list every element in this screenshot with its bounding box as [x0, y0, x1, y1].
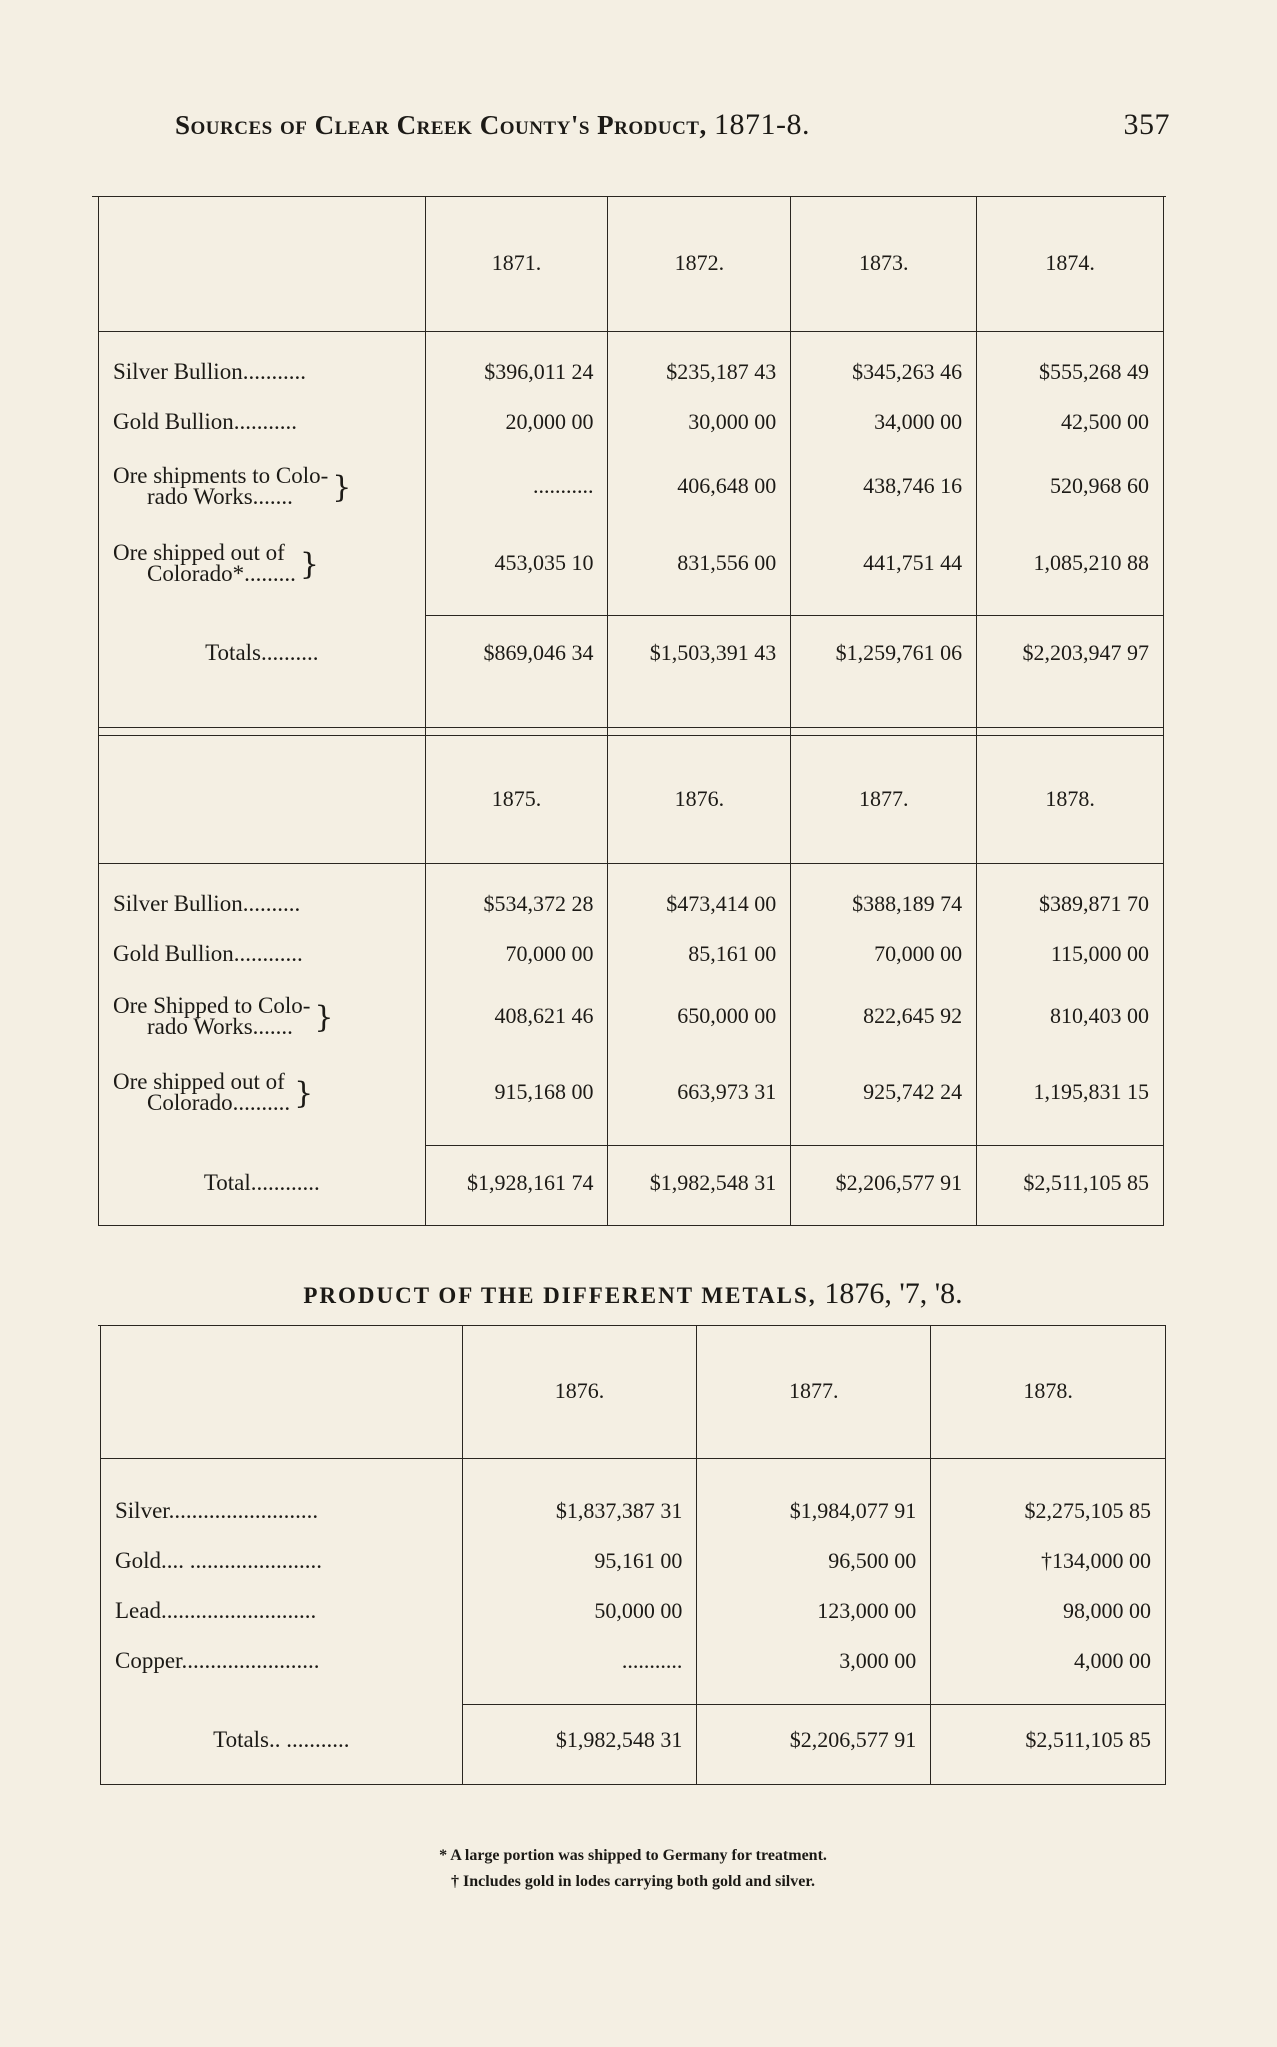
cell-value: 98,000 00 [931, 1586, 1166, 1636]
totals-label: Total............ [99, 1145, 426, 1221]
blank-corner [99, 735, 426, 863]
total-value: $2,206,577 91 [791, 1145, 977, 1221]
year-header: 1872. [608, 196, 791, 331]
table-row [99, 525, 1164, 601]
label-line: Colorado*......... [147, 561, 296, 586]
two-line-label [113, 1071, 313, 1113]
row-label [99, 1053, 426, 1131]
table-row [101, 1536, 1166, 1586]
brace-glyph: } [332, 469, 352, 505]
label-line: Ore Shipped to Colo- [113, 993, 311, 1018]
block1-year-row [99, 196, 1164, 331]
cell-value: 831,556 00 [608, 525, 791, 601]
row-label: Silver Bullion.......... [99, 879, 426, 929]
table-row [99, 929, 1164, 979]
cell-value: 822,645 92 [791, 979, 977, 1053]
cell-value: $388,189 74 [791, 879, 977, 929]
table-row [99, 979, 1164, 1053]
two-line-label [113, 995, 334, 1037]
year-header: 1878. [931, 1325, 1166, 1458]
year-header: 1876. [608, 735, 791, 863]
cell-value: $345,263 46 [791, 347, 977, 397]
total-value: $869,046 34 [425, 615, 608, 691]
row-label: Silver.......................... [101, 1486, 463, 1536]
totals-row [99, 1145, 1164, 1221]
table-row [101, 1486, 1166, 1536]
cell-value: $534,372 28 [425, 879, 608, 929]
cell-value: $389,871 70 [977, 879, 1164, 929]
totals-row [99, 615, 1164, 691]
blank-corner [101, 1325, 463, 1458]
total-value: $1,503,391 43 [608, 615, 791, 691]
cell-value: 4,000 00 [931, 1636, 1166, 1686]
footnote: † Includes gold in lodes carrying both gold and silver. [451, 1873, 815, 1890]
running-head [175, 108, 1170, 142]
metals-table [100, 1325, 1166, 1785]
label-line: Colorado.......... [147, 1090, 291, 1115]
label-line: Ore shipped out of [113, 540, 285, 565]
cell-value: 915,168 00 [425, 1053, 608, 1131]
row-label: Lead........................... [101, 1586, 463, 1636]
year-header: 1873. [791, 196, 977, 331]
cell-value: 70,000 00 [425, 929, 608, 979]
sources-table [98, 196, 1164, 1226]
row-label: Gold.... ....................... [101, 1536, 463, 1586]
cell-value: 95,161 00 [462, 1536, 697, 1586]
total-value: $2,206,577 91 [697, 1704, 931, 1776]
header-title-text: Sources of Clear Creek County's Product, [175, 110, 707, 140]
page-header-title [175, 108, 810, 142]
totals-row [101, 1704, 1166, 1776]
cell-value: $1,984,077 91 [697, 1486, 931, 1536]
two-line-label [113, 542, 319, 584]
cell-value: $1,837,387 31 [462, 1486, 697, 1536]
footnotes [98, 1843, 1168, 1895]
table-row [99, 397, 1164, 447]
row-label: Silver Bullion........... [99, 347, 426, 397]
cell-value: $555,268 49 [977, 347, 1164, 397]
year-header: 1878. [977, 735, 1164, 863]
blank-corner [99, 196, 426, 331]
year-header: 1876. [462, 1325, 697, 1458]
row-label [99, 447, 426, 525]
cell-value: $2,275,105 85 [931, 1486, 1166, 1536]
label-line: rado Works....... [147, 1014, 293, 1039]
cell-value: 1,195,831 15 [977, 1053, 1164, 1131]
cell-value: ........... [425, 447, 608, 525]
brace-glyph: } [299, 546, 319, 582]
cell-value: $473,414 00 [608, 879, 791, 929]
year-header: 1877. [697, 1325, 931, 1458]
cell-value: 85,161 00 [608, 929, 791, 979]
row-label: Gold Bullion........... [99, 397, 426, 447]
cell-value: $235,187 43 [608, 347, 791, 397]
table-row [99, 447, 1164, 525]
cell-value: 1,085,210 88 [977, 525, 1164, 601]
page-number: 357 [1123, 108, 1170, 141]
table-row [101, 1586, 1166, 1636]
cell-value: †134,000 00 [931, 1536, 1166, 1586]
cell-value: 20,000 00 [425, 397, 608, 447]
label-line: Ore shipped out of [113, 1069, 285, 1094]
total-value: $2,203,947 97 [977, 615, 1164, 691]
table-row [99, 879, 1164, 929]
cell-value: 663,973 31 [608, 1053, 791, 1131]
cell-value: 441,751 44 [791, 525, 977, 601]
row-label: Copper........................ [101, 1636, 463, 1686]
cell-value: 3,000 00 [697, 1636, 931, 1686]
cell-value: 123,000 00 [697, 1586, 931, 1636]
total-value: $1,982,548 31 [608, 1145, 791, 1221]
year-header: 1875. [425, 735, 608, 863]
cell-value: 34,000 00 [791, 397, 977, 447]
cell-value: 115,000 00 [977, 929, 1164, 979]
block2-year-row [99, 735, 1164, 863]
section-subheading [98, 1277, 1168, 1311]
cell-value: ........... [462, 1636, 697, 1686]
total-value: $1,982,548 31 [462, 1704, 697, 1776]
cell-value: 520,968 60 [977, 447, 1164, 525]
cell-value: 42,500 00 [977, 397, 1164, 447]
year-header: 1877. [791, 735, 977, 863]
subheading-text: PRODUCT OF THE DIFFERENT METALS, [303, 1283, 817, 1308]
totals-label: Totals.......... [99, 615, 426, 691]
cell-value: 925,742 24 [791, 1053, 977, 1131]
year-header: 1874. [977, 196, 1164, 331]
row-label: Gold Bullion............ [99, 929, 426, 979]
table-row [99, 1053, 1164, 1131]
row-label [99, 979, 426, 1053]
cell-value: 408,621 46 [425, 979, 608, 1053]
cell-value: 30,000 00 [608, 397, 791, 447]
total-value: $2,511,105 85 [977, 1145, 1164, 1221]
cell-value: 453,035 10 [425, 525, 608, 601]
total-value: $1,928,161 74 [425, 1145, 608, 1221]
year-header: 1871. [425, 196, 608, 331]
subheading-years: 1876, '7, '8. [824, 1277, 963, 1310]
brace-glyph: } [294, 1075, 314, 1111]
total-value: $1,259,761 06 [791, 615, 977, 691]
cell-value: 810,403 00 [977, 979, 1164, 1053]
cell-value: 96,500 00 [697, 1536, 931, 1586]
row-label [99, 525, 426, 601]
label-line: rado Works....... [147, 484, 293, 509]
cell-value: 406,648 00 [608, 447, 791, 525]
table-row [99, 347, 1164, 397]
total-value: $2,511,105 85 [931, 1704, 1166, 1776]
cell-value: 70,000 00 [791, 929, 977, 979]
cell-value: 438,746 16 [791, 447, 977, 525]
cell-value: 650,000 00 [608, 979, 791, 1053]
cell-value: $396,011 24 [425, 347, 608, 397]
table-row [101, 1636, 1166, 1686]
footnote: * A large portion was shipped to Germany for treatment. [439, 1847, 827, 1864]
header-years: 1871-8. [713, 108, 810, 141]
two-line-label [113, 465, 351, 507]
cell-value: 50,000 00 [462, 1586, 697, 1636]
label-line: Ore shipments to Colo- [113, 463, 329, 488]
year-row [101, 1325, 1166, 1458]
brace-glyph: } [314, 999, 334, 1035]
totals-label: Totals.. ........... [101, 1704, 463, 1776]
